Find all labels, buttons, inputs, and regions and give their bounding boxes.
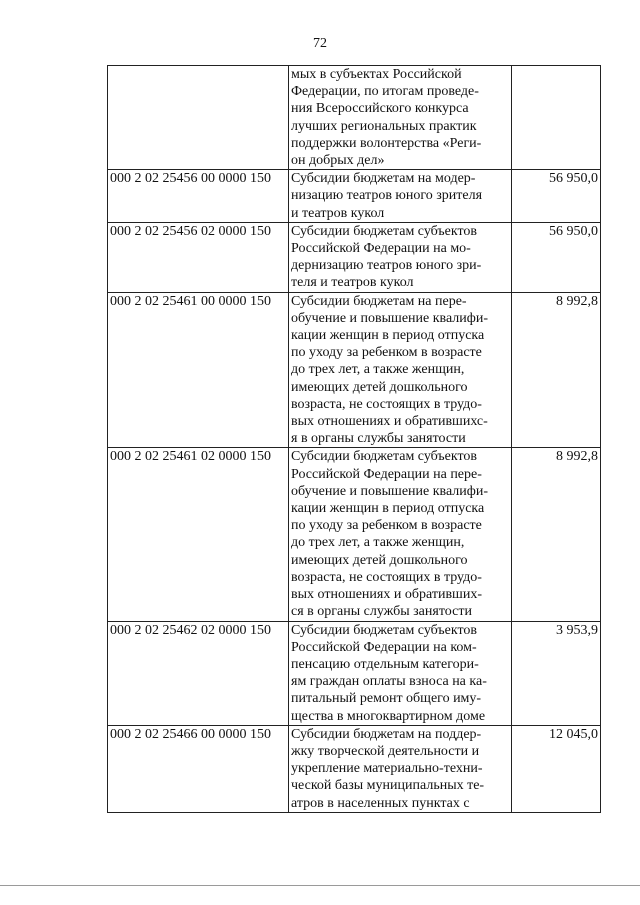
- description-line: обучение и повышение квалифи-: [291, 310, 489, 326]
- description-line: по уходу за ребенком в возрасте: [291, 518, 482, 534]
- description-line: и театров кукол: [291, 205, 385, 221]
- description-line: Российской Федерации на ком-: [291, 639, 477, 655]
- budget-code-cell: 000 2 02 25462 02 0000 150: [108, 621, 289, 725]
- amount-cell: 12 045,0: [512, 725, 601, 812]
- table-row: [108, 621, 601, 725]
- description-line: до трех лет, а также женщин,: [291, 535, 465, 551]
- description-line: мых в субъектах Российской: [291, 67, 462, 82]
- description-line: укрепление материально-техни-: [291, 761, 483, 777]
- budget-code-cell: 000 2 02 25461 00 0000 150: [108, 292, 289, 448]
- description-line: кации женщин в период отпуска: [291, 328, 485, 344]
- description-line: Субсидии бюджетам субъектов: [291, 622, 478, 638]
- amount-cell: 56 950,0: [512, 170, 601, 223]
- description-line: ям граждан оплаты взноса на ка-: [291, 674, 487, 690]
- table-row: [108, 66, 601, 170]
- description-line: ческой базы муниципальных те-: [291, 778, 485, 794]
- description-line: вых отношениях и обративших-: [291, 587, 482, 603]
- description-line: щества в многоквартирном доме: [291, 708, 486, 724]
- table-row: [108, 448, 601, 621]
- amount-cell: 3 953,9: [512, 621, 601, 725]
- budget-revenue-table: [107, 65, 601, 813]
- budget-code-cell: 000 2 02 25461 02 0000 150: [108, 448, 289, 621]
- description-cell: [289, 448, 512, 621]
- description-line: низацию театров юного зрителя: [291, 188, 483, 204]
- description-line: до трех лет, а также женщин,: [291, 362, 465, 378]
- scan-edge-line: [0, 885, 640, 886]
- description-line: возраста, не состоящих в трудо-: [291, 569, 482, 585]
- description-cell: [289, 621, 512, 725]
- description-line: дернизацию театров юного зри-: [291, 258, 482, 274]
- description-line: имеющих детей дошкольного: [291, 552, 468, 568]
- description-cell: [289, 725, 512, 812]
- table-row: [108, 222, 601, 292]
- budget-code-cell: 000 2 02 25456 00 0000 150: [108, 170, 289, 223]
- amount-cell: 8 992,8: [512, 292, 601, 448]
- description-line: поддержки волонтерства «Реги-: [291, 135, 482, 151]
- description-line: возраста, не состоящих в трудо-: [291, 396, 482, 412]
- table-row: [108, 725, 601, 812]
- description-line: Субсидии бюджетам на поддер-: [291, 726, 482, 742]
- description-line: Российской Федерации на пере-: [291, 466, 482, 482]
- amount-cell: 8 992,8: [512, 448, 601, 621]
- description-cell: [289, 170, 512, 223]
- description-line: теля и театров кукол: [291, 275, 414, 291]
- table-row: [108, 170, 601, 223]
- description-line: лучших региональных практик: [291, 118, 477, 134]
- description-line: я в органы службы занятости: [291, 431, 466, 447]
- description-line: Субсидии бюджетам субъектов: [291, 223, 478, 239]
- description-line: кации женщин в период отпуска: [291, 501, 485, 517]
- description-line: Субсидии бюджетам на модер-: [291, 171, 476, 187]
- description-line: вых отношениях и обратившихс-: [291, 414, 488, 430]
- description-line: ся в органы службы занятости: [291, 604, 472, 620]
- description-cell: [289, 66, 512, 170]
- budget-code-cell: [108, 66, 289, 170]
- description-line: Субсидии бюджетам субъектов: [291, 449, 478, 465]
- description-line: Федерации, по итогам проведе-: [291, 84, 479, 100]
- description-line: имеющих детей дошкольного: [291, 379, 468, 395]
- description-line: Российской Федерации на мо-: [291, 241, 471, 257]
- description-cell: [289, 292, 512, 448]
- amount-cell: [512, 66, 601, 170]
- amount-cell: 56 950,0: [512, 222, 601, 292]
- description-cell: [289, 222, 512, 292]
- description-line: Субсидии бюджетам на пере-: [291, 293, 467, 309]
- description-line: ния Всероссийского конкурса: [291, 101, 469, 117]
- table-row: [108, 292, 601, 448]
- page-number: 72: [313, 36, 327, 51]
- description-line: он добрых дел»: [291, 153, 385, 169]
- description-line: по уходу за ребенком в возрасте: [291, 345, 482, 361]
- description-line: атров в населенных пунктах с: [291, 795, 470, 811]
- budget-code-cell: 000 2 02 25456 02 0000 150: [108, 222, 289, 292]
- budget-code-cell: 000 2 02 25466 00 0000 150: [108, 725, 289, 812]
- description-line: обучение и повышение квалифи-: [291, 483, 489, 499]
- description-line: пенсацию отдельным категори-: [291, 656, 479, 672]
- description-line: питальный ремонт общего иму-: [291, 691, 482, 707]
- description-line: жку творческой деятельности и: [291, 743, 480, 759]
